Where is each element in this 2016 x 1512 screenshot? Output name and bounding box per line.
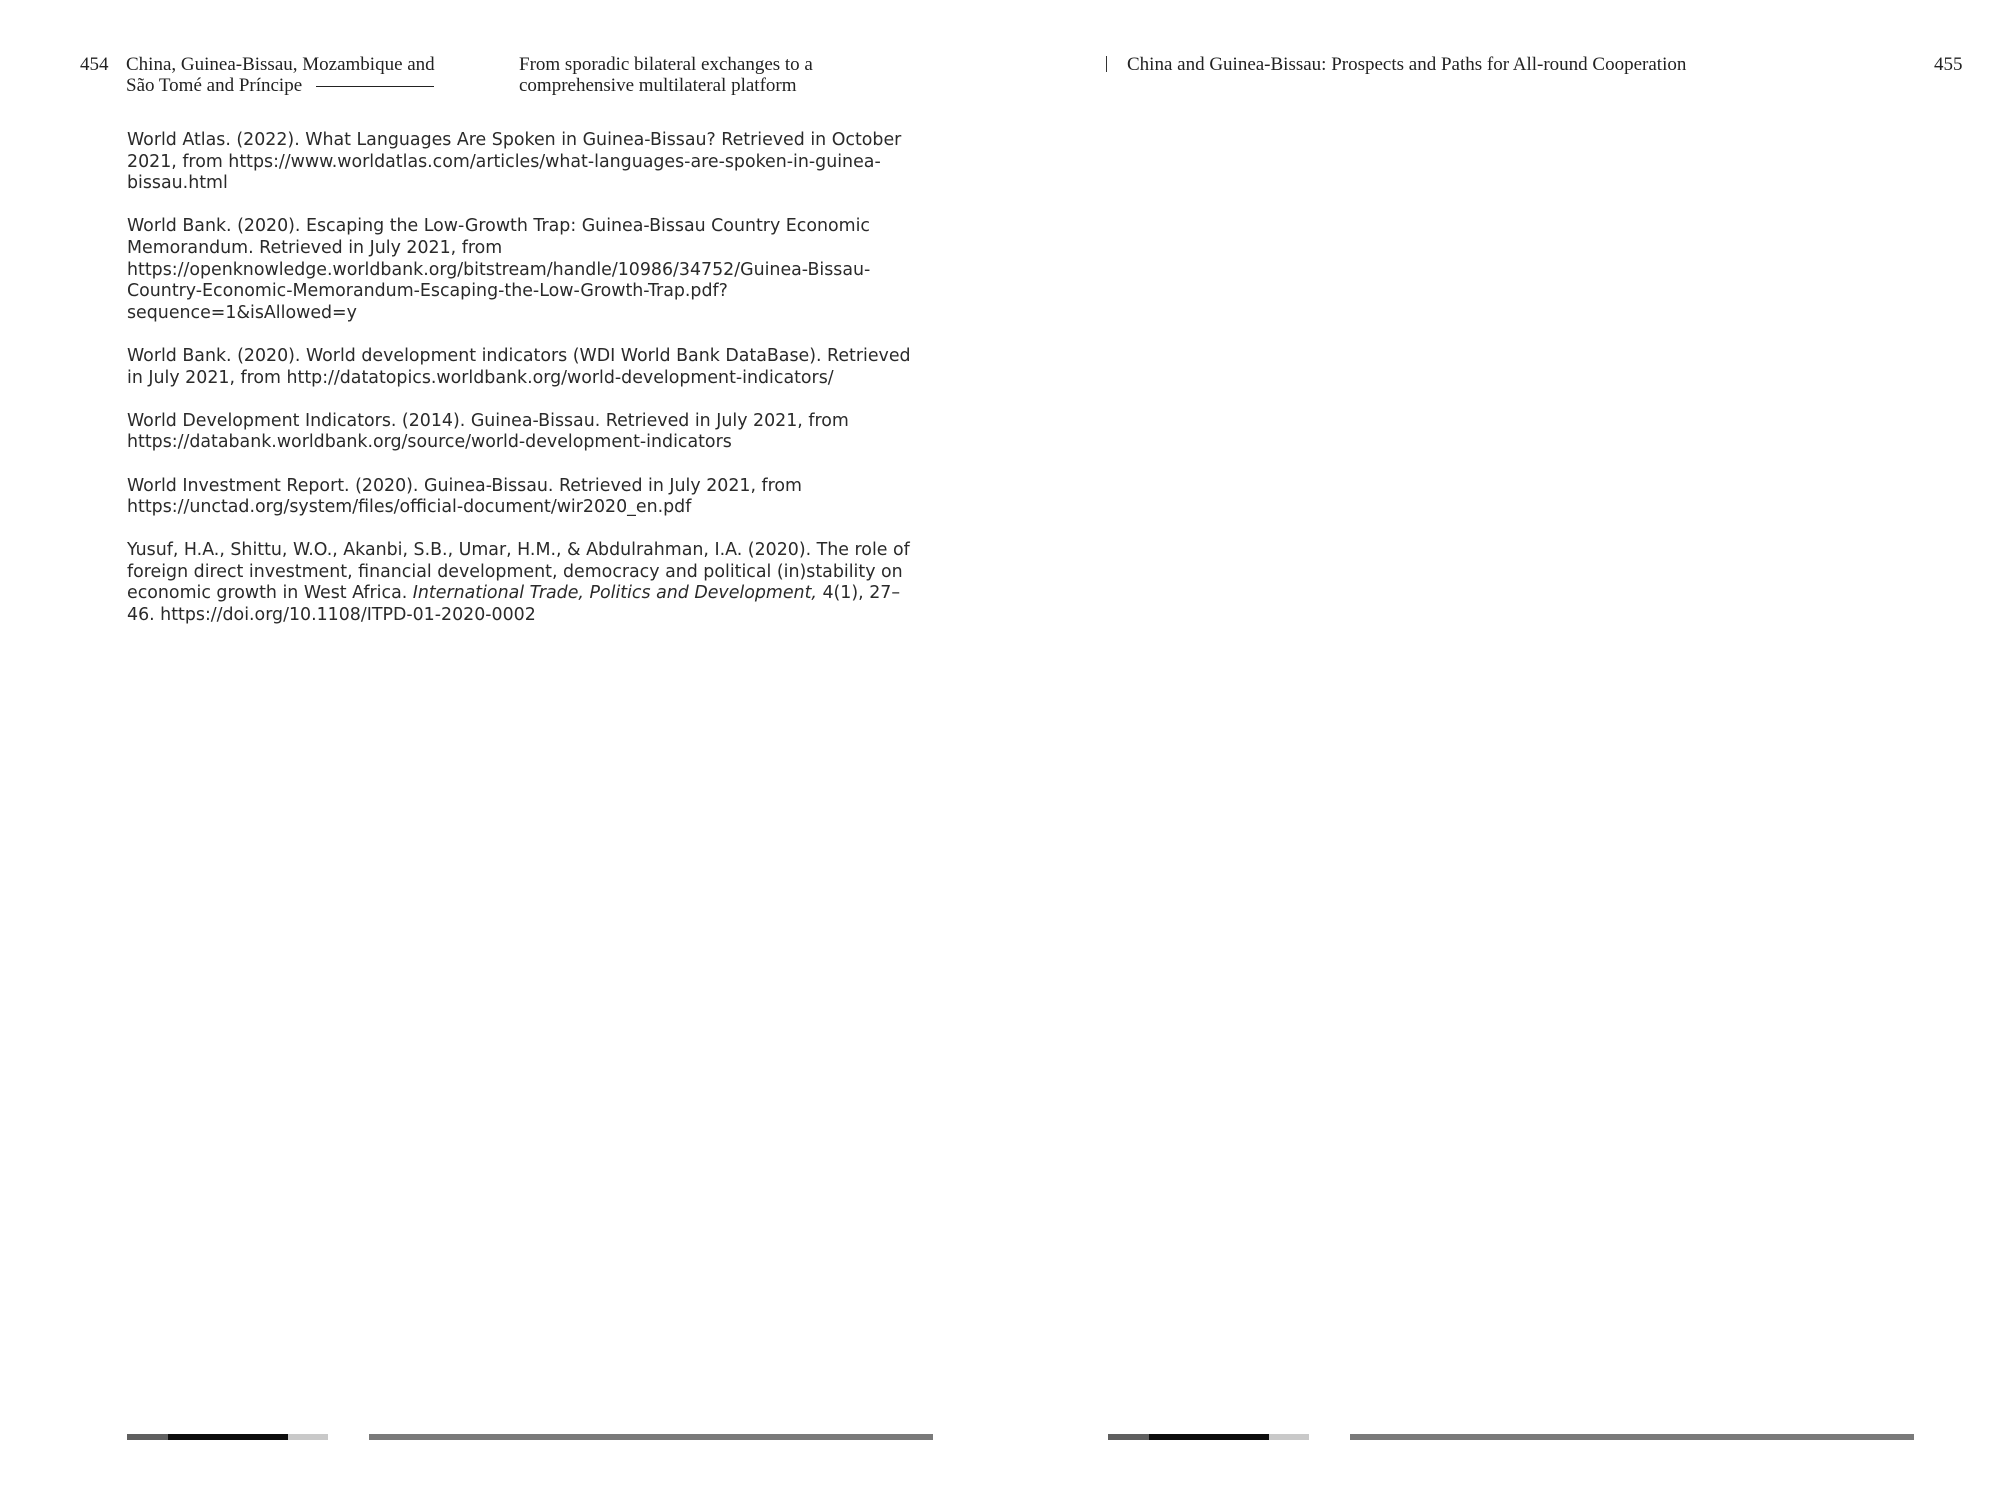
reference-entry: World Investment Report. (2020). Guinea-Bissau. Retrieved in July 2021, from https://unctad.org/system/files/official-document/wir2020_en.pdf bbox=[127, 475, 802, 518]
page-number-right: 455 bbox=[1934, 54, 1963, 75]
footer-segment bbox=[1149, 1434, 1269, 1440]
footer-segment bbox=[1108, 1434, 1149, 1440]
reference-text: Yusuf, H.A., Shittu, W.O., Akanbi, S.B., Umar, H.M., & Abdulrahman, I.A. (2020). The role of foreign direct investment, financial development, democracy and political (in)stability on economic growth in West Africa. bbox=[127, 540, 910, 604]
reference-text: 4(1), 27–46. https://doi.org/10.1108/ITPD-01-2020-0002 bbox=[127, 583, 901, 626]
book-title-line1: China, Guinea-Bissau, Mozambique and bbox=[126, 54, 435, 75]
footer-segment bbox=[1269, 1434, 1309, 1440]
running-header-chapter-title-right: China and Guinea-Bissau: Prospects and Paths for All-round Cooperation bbox=[1127, 54, 1687, 75]
reference-entry: World Bank. (2020). World development indicators (WDI World Bank DataBase). Retrieved in July 2021, from http://datatopics.worldbank.org/world-development-indicators/ bbox=[127, 345, 911, 388]
page-number-left: 454 bbox=[80, 54, 109, 75]
reference-entry: World Atlas. (2022). What Languages Are Spoken in Guinea-Bissau? Retrieved in October 2021, from https://www.worldatlas.com/articles/what-languages-are-spoken-in-guinea-bissau.html bbox=[127, 130, 902, 194]
book-title-line2: São Tomé and Príncipe bbox=[126, 75, 303, 96]
chapter-title-line2: comprehensive multilateral platform bbox=[519, 75, 797, 96]
reference-entry: World Development Indicators. (2014). Guinea-Bissau. Retrieved in July 2021, from https://databank.worldbank.org/source/world-development-indicators bbox=[127, 410, 849, 453]
footer-progress-bar-right bbox=[1108, 1434, 1914, 1440]
reference-journal: International Trade, Politics and Development, bbox=[412, 583, 817, 604]
header-separator bbox=[1106, 56, 1107, 72]
chapter-title-line1: From sporadic bilateral exchanges to a bbox=[519, 54, 813, 75]
reference-entry: World Bank. (2020). Escaping the Low-Growth Trap: Guinea-Bissau Country Economic Memorandum. Retrieved in July 2021, from https://openknowledge.worldbank.org/bitstream/handle/10986/34752/Guinea-Bissau-Country-Economic-Memorandum-Escaping-the-Low-Growth-Trap.pdf?sequence=1&isAllowed=y bbox=[127, 216, 871, 323]
footer-segment bbox=[1350, 1434, 1914, 1440]
